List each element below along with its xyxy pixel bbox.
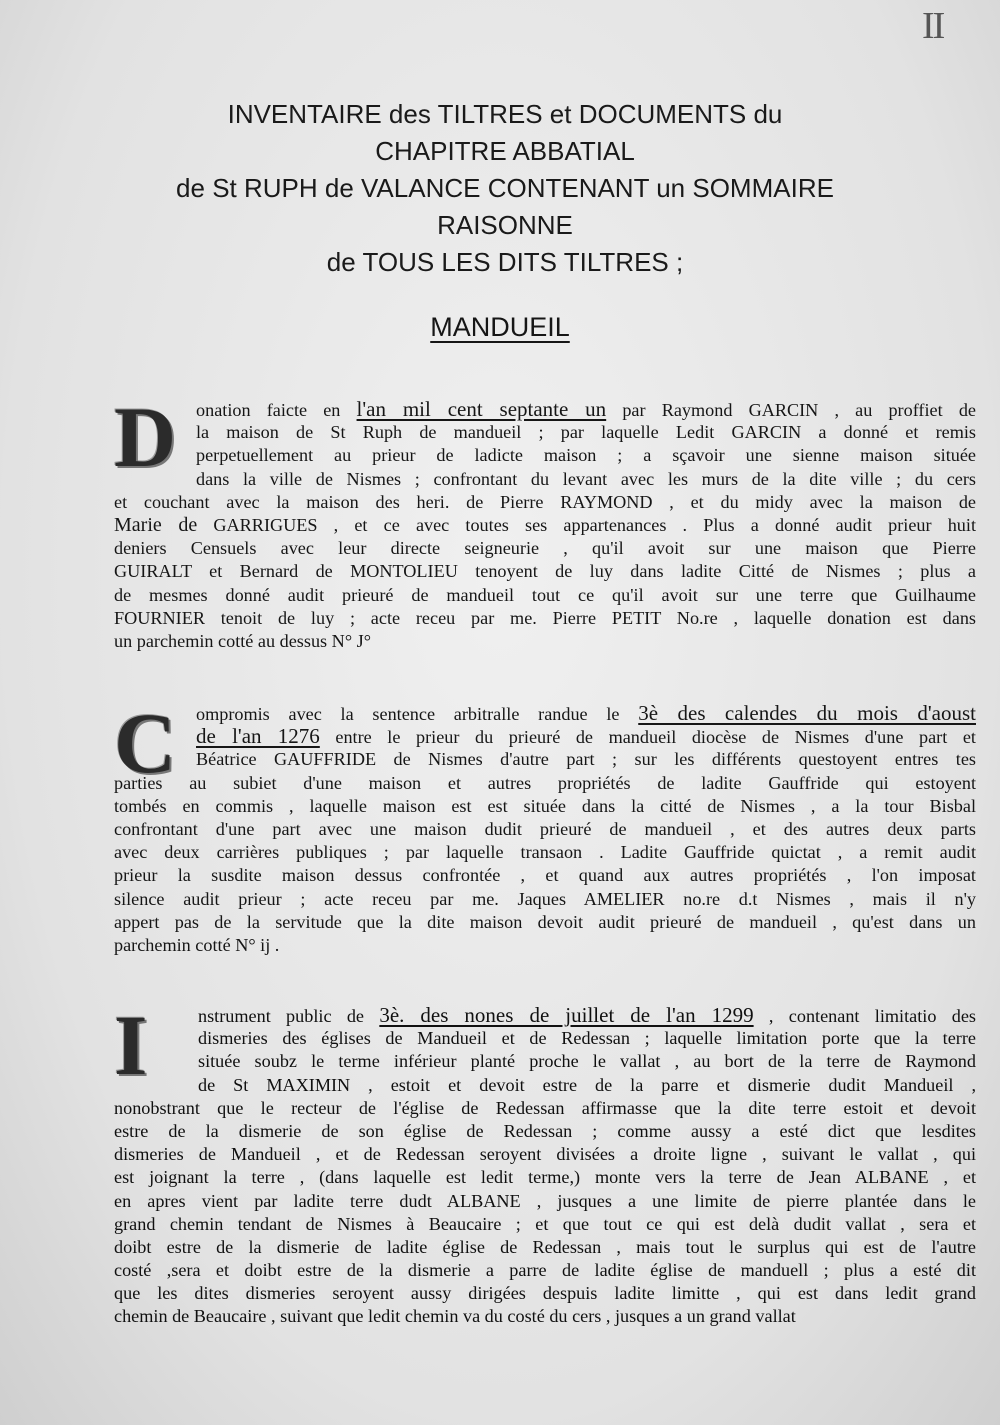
text-line [114,818,976,841]
dropcap-letter: C [114,695,177,791]
text-line [114,772,976,795]
text-line [114,491,976,514]
text-run: située soubz le terme inférieur planté proche le vallat , au bort de la terre de Raymond [198,1051,976,1072]
text-line [114,841,976,864]
text-run: FOURNIER tenoit de luy ; acte receu par me. Pierre PETIT No.re , laquelle donation est dans [114,607,976,628]
underlined-date: 3è. des nones de juillet de l'an 1299 [379,1003,754,1027]
text-line [114,398,976,421]
text-line [114,911,976,934]
text-line [114,1050,976,1073]
dropcap-letter: I [114,997,148,1093]
text-run: entre le prieur du prieuré de mandueil diocèse de Nismes d'une part et [319,727,976,748]
text-line [114,1305,976,1328]
text-line [114,795,976,818]
text-run: en apres vient par ladite terre dudt ALBANE , jusques a une limite de pierre plantée dans le [114,1190,976,1211]
text-run: nonobstrant que le recteur de l'église de Redessan affirmasse que la dite terre estoit et devoit [114,1097,976,1118]
corner-mark: II [922,5,944,47]
text-run: Béatrice GAUFFRIDE de Nismes d'autre part ; sur les différents questoyent entres tes [196,749,976,770]
text-run: dismeries de Mandueil , et de Redessan seroyent divisées a droite ligne , suivant le vallat , qui [114,1144,976,1165]
underlined-date: l'an mil cent septante un [356,397,607,421]
underlined-date: de l'an 1276 [196,724,320,749]
text-run: perpetuellement au prieur de ladicte maison ; a sçavoir une sienne maison située [196,445,976,466]
heading-text: MANDUEIL [430,312,570,342]
paragraph-compromis [114,695,976,957]
text-run: costé ,sera et doibt estre de la dismerie a parre de ladite église de manduell ; plus a esté dit [114,1260,976,1281]
text-run: grand chemin tendant de Nismes à Beaucaire ; et que tout ce qui est delà dudit vallat , sera et [114,1213,976,1234]
text-run: , contenant limitatio des [753,1006,976,1026]
text-line [114,514,976,537]
text-line [114,934,976,957]
text-run: parchemin cotté N° ij . [114,934,280,955]
text-run: chemin de Beaucaire , suivant que ledit chemin va du costé du cers , jusques a un grand vallat [114,1306,796,1327]
title-line: de St RUPH de VALANCE CONTENANT un SOMMAIRE [176,173,834,203]
document-title [60,96,950,281]
text-run: par Raymond GARCIN , au proffiet de [606,400,976,420]
name-run: Marie de [114,513,198,536]
text-run: et couchant avec la maison des heri. de Pierre RAYMOND , et du midy avec la maison de [114,491,976,512]
text-run: estre de la dismerie de son église de Redessan ; comme aussy a esté dict que lesdites [114,1120,976,1141]
text-run: GUIRALT et Bernard de MONTOLIEU tenoyent de luy dans ladite Citté de Nismes ; plus a [114,561,976,582]
text-run: silence audit prieur ; acte receu par me. Jaques AMELIER no.re d.t Nismes , mais il n'y [114,888,976,909]
text-run: deniers Censuels avec leur directe seigneurie , qu'il avoit sur une maison que Pierre [114,538,976,559]
text-line [114,607,976,630]
text-line [114,1213,976,1236]
text-line [114,1190,976,1213]
paragraph-donation [114,398,976,653]
text-run: est joignant la terre , (dans laquelle est ledit terme,) monte vers la terre de Jean ALBANE , et [114,1167,976,1188]
text-line [114,888,976,911]
text-line [114,1236,976,1259]
title-line: CHAPITRE ABBATIAL [375,136,635,166]
text-line [114,1120,976,1143]
text-run: appert pas de la servitude que la dite maison devoit audit prieuré de mandueil , qu'est dans un [114,911,976,932]
text-run: parties au subiet d'une maison et autres propriétés de ladite Gauffride qui estoyent [114,772,976,793]
text-line [114,630,976,653]
dropcap-letter: D [114,389,177,485]
text-line [114,1166,976,1189]
text-line [114,725,976,748]
text-run: prieur la susdite maison dessus confrontée , et quand aux autres propriétés , l'on imposat [114,865,976,886]
text-run: un parchemin cotté au dessus N° J° [114,630,371,651]
title-line: INVENTAIRE des TILTRES et DOCUMENTS du [227,99,783,129]
text-run: ompromis avec la sentence arbitralle randue le [196,704,639,724]
paragraph-instrument [114,997,976,1329]
text-run: de St MAXIMIN , estoit et devoit estre de la parre et dismerie dudit Mandueil , [198,1074,976,1095]
underlined-date: 3è des calendes du mois d'aoust [638,701,976,725]
text-run: dismeries des églises de Mandueil et de Redessan ; laquelle limitation porte que la terre [198,1028,976,1049]
text-line [114,702,976,725]
text-run: dans la ville de Nismes ; confrontant du levant avec les murs de la dite ville ; du cers [196,468,976,489]
title-line: de TOUS LES DITS TILTRES ; [326,247,684,277]
text-run: avec deux carrières publiques ; par laquelle transaon . Ladite Gauffride quictat , a remit audit [114,842,976,863]
text-line [114,537,976,560]
section-heading [0,312,1000,343]
text-line [114,1282,976,1305]
text-run: tombés en commis , laquelle maison est est située dans la citté de Nismes , a la tour Bisbal [114,795,976,816]
text-line [114,421,976,444]
text-line [114,1259,976,1282]
text-line [114,864,976,887]
text-line [114,1097,976,1120]
text-line [114,560,976,583]
title-line: RAISONNE [437,210,573,240]
text-line [114,1004,976,1027]
text-run: que les dites dismeries seroyent aussy dirigées despuis ladite limitte , qui est dans ledit grand [114,1283,976,1304]
text-run: de mesmes donné audit prieuré de mandueil tout ce qu'il avoit sur une terre que Guilhaume [114,584,976,605]
text-run: doibt estre de la dismerie de ladite église de Redessan , mais tout le surplus qui est de l'autre [114,1236,976,1257]
text-line [114,1143,976,1166]
text-run: nstrument public de [198,1006,380,1026]
text-line [114,584,976,607]
text-line [114,1027,976,1050]
text-run: GARRIGUES , et ce avec toutes ses appartenances . Plus a donné audit prieur huit [197,514,976,535]
text-line [114,1074,976,1097]
text-run: onation faicte en [196,400,357,420]
text-line [114,748,976,771]
text-run: la maison de St Ruph de mandueil ; par laquelle Ledit GARCIN a donné et remis [196,422,976,443]
text-line [114,444,976,467]
text-run: confrontant d'une part avec une maison dudit prieuré de mandueil , et des autres deux parts [114,818,976,839]
text-line [114,468,976,491]
